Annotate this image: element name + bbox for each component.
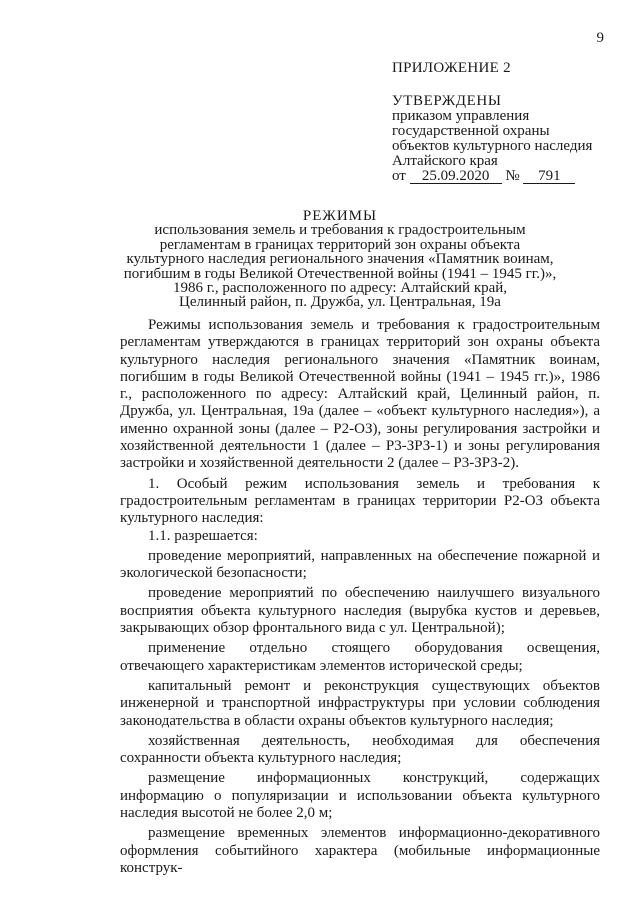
list-item: проведение мероприятий по обеспечению наилучшего визуального восприятия объекта культурного наследия (вырубка кустов и деревьев, закрывающих обзор фронтального вида с ул. Центральной); (120, 585, 600, 637)
title-line: использования земель и требования к градостроительным (154, 222, 526, 239)
section-1-paragraph: 1. Особый режим использования земель и требования к градостроительным регламентам в границах территории Р2-ОЗ объекта культурного наследия: (120, 475, 600, 527)
list-item: размещение информационных конструкций, содержащих информацию о популяризации и использовании объекта культурного наследия высотой не более 2,0 м; (120, 770, 600, 822)
approval-date-line (392, 169, 592, 184)
document-body (120, 317, 600, 880)
title-line: 1986 г., расположенного по адресу: Алтайский край, (172, 280, 508, 297)
title-line: регламентам в границах территорий зон охраны объекта (159, 236, 521, 253)
subsection-1-1: 1.1. разрешается: (148, 527, 258, 544)
title-line: погибшим в годы Великой Отечественной войны (1941 – 1945 гг.)», (123, 265, 557, 282)
document-title (120, 209, 560, 310)
order-number: 791 (523, 170, 575, 184)
approval-block (392, 94, 592, 184)
list-item: размещение временных элементов информационно-декоративного оформления событийного характера (мобильные информационные конструк- (120, 825, 600, 876)
approval-line: приказом управления (392, 108, 530, 124)
number-label: № (505, 168, 520, 184)
list-item: хозяйственная деятельность, необходимая для обеспечения сохранности объекта культурного наследия; (120, 732, 600, 767)
approval-line: объектов культурного наследия (392, 138, 593, 154)
appendix-label: ПРИЛОЖЕНИЕ 2 (392, 60, 511, 76)
from-label: от (392, 168, 406, 184)
page-number: 9 (596, 30, 604, 46)
list-item: применение отдельно стоящего оборудования освещения, отвечающего характеристикам элементов исторической среды; (120, 640, 600, 674)
approval-line: Алтайского края (392, 153, 498, 169)
order-date: 25.09.2020 (410, 170, 502, 184)
intro-paragraph: Режимы использования земель и требования к градостроительным регламентам утверждаются в границах территорий зон охраны объекта культурного наследия регионального значения «Памятник воинам, погибшим в годы Великой Отечественной войны (1941 – 1945 гг.)», 1986 г., расположенного по адресу: Алтайский край, Целинный район, п. Дружба, ул. Центральная, 19а (далее – «объект культурного наследия»), а именно охранной зоны (далее – Р2-ОЗ), зоны регулирования застройки и хозяйственной деятельности 1 (далее – Р3-ЗРЗ-1) и зоны регулирования застройки и хозяйственной деятельности 2 (далее – Р3-ЗРЗ-2). (120, 317, 600, 472)
approval-heading: УТВЕРЖДЕНЫ (392, 93, 502, 109)
approval-line: государственной охраны (392, 123, 550, 139)
title-line: культурного наследия регионального значения «Памятник воинам, (126, 251, 554, 268)
title-heading: РЕЖИМЫ (302, 208, 378, 224)
list-item: проведение мероприятий, направленных на обеспечение пожарной и экологической безопасности; (120, 547, 600, 582)
list-item: капитальный ремонт и реконструкция существующих объектов инженерной и транспортной инфраструктуры при условии соблюдения законодательства в области охраны объектов культурного наследия; (120, 677, 600, 729)
title-line: Целинный район, п. Дружба, ул. Центральная, 19а (179, 294, 501, 311)
